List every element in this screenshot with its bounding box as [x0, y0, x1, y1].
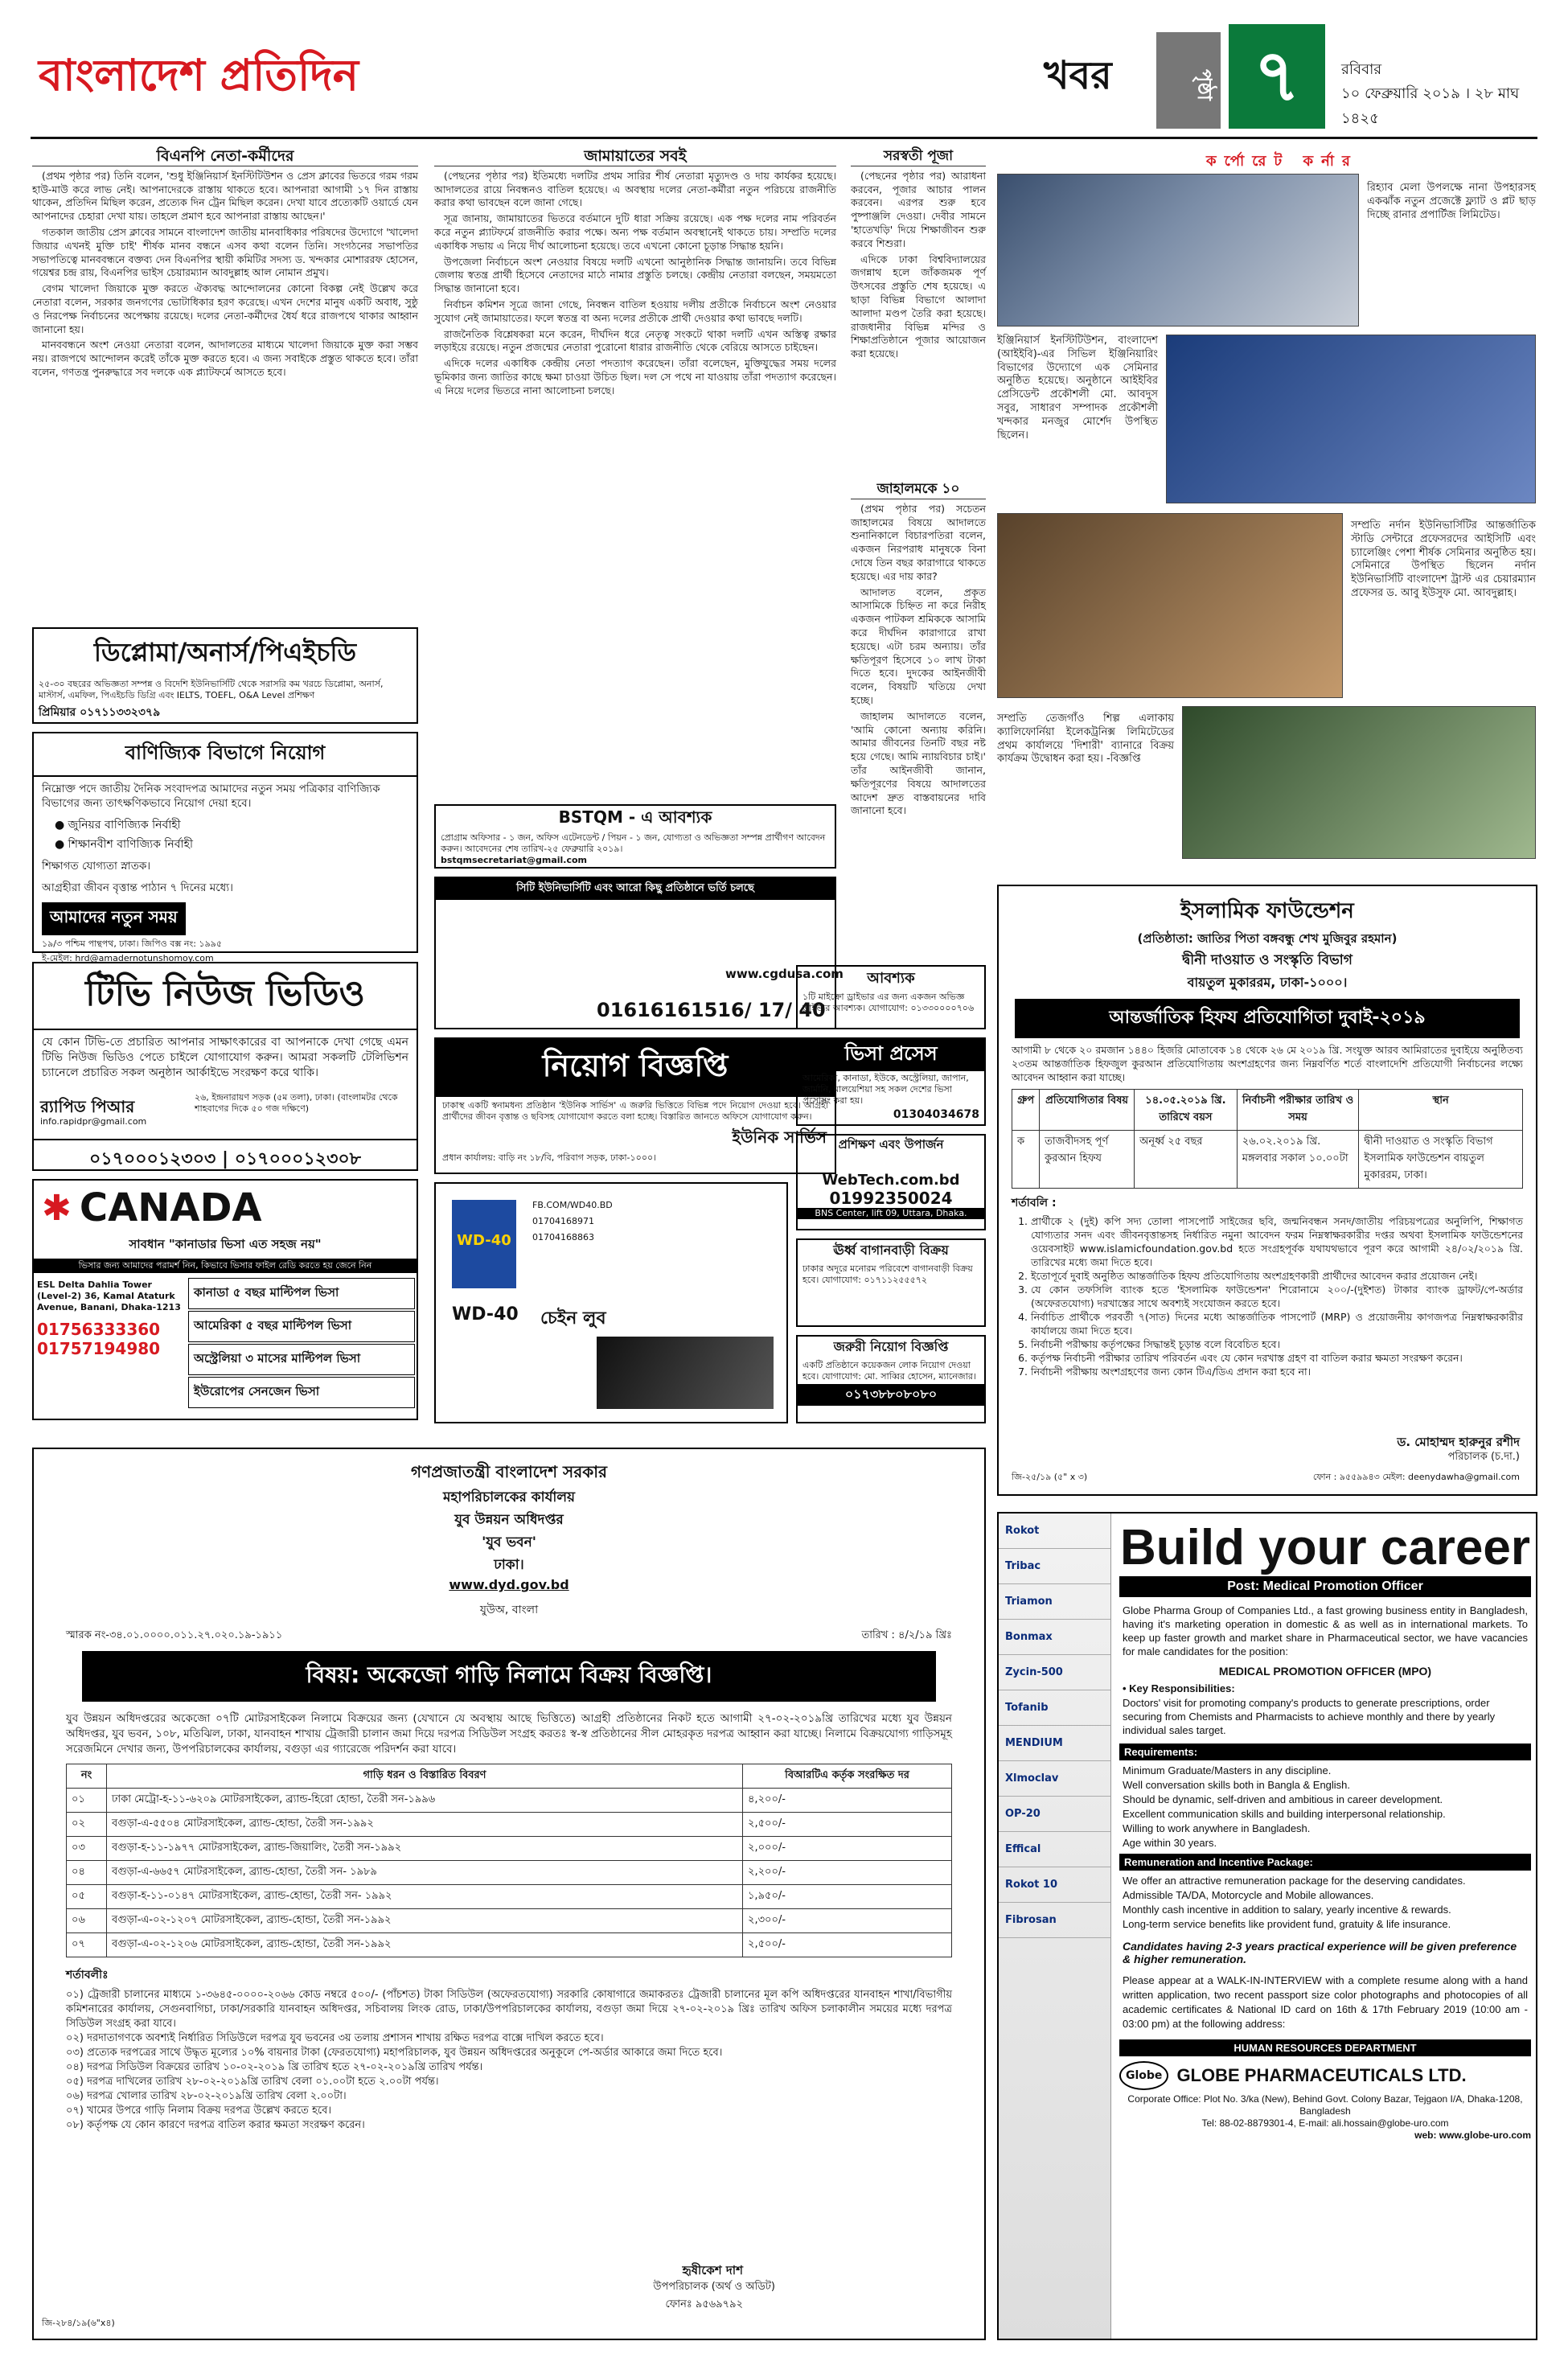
table-cell: দ্বীনী দাওয়াত ও সংস্কৃতি বিভাগ ইসলামিক ফাউন্ডেশন বায়তুল মুকাররম, ঢাকা।	[1359, 1131, 1523, 1189]
address-line: বায়তুল মুকাররম, ঢাকা-১০০০।	[1187, 975, 1348, 990]
article-para: (প্রথম পৃষ্ঠার পর) তিনি বলেন, 'শুধু ইঞ্জিনিয়ার্স ইনস্টিটিউশন ও প্রেস ক্লাবের ভিতরে গরম গরম হাউ-মাউ করে লাভ নেই। আপনাদেরকে রাস্তায় থাকতে হবে। আপনারা আগামী ১৭ দিন রাস্তায় থাকেন, প্রতিদিন মিছিল করেন, প্রত্যেক দিন ট্রেন মিছিল করেন। দেখা যাবে প্রত্যেকটি ওয়ার্ডে যেন আপনাদের চেহারা দেখা যায়। তাহলে প্রমাণ হবে আপনারা রাস্তায় আছেন।'	[32, 169, 418, 223]
table-row	[67, 1861, 952, 1885]
table-cell: তাজবীদসহ পূর্ণ কুরআন হিফয	[1040, 1131, 1135, 1189]
rem-item: Long-term service benefits like provident fund, gratuity & life insurance.	[1123, 1918, 1451, 1930]
caption: রিহ্যাব মেলা উপলক্ষে নানা উপহারসহ একঝাঁক নতুন প্রজেক্টে ফ্ল্যাট ও প্লট ছাড় দিচ্ছে রানার প্রপার্টিজ লিমিটেড।	[1367, 182, 1536, 221]
table-cell: বগুড়া-হ-১১-০১৪৭ মোটরসাইকেল, ব্র্যান্ড-হোন্ডা, তৈরী সন- ১৯৯২	[107, 1885, 743, 1909]
dept-line: দ্বীনী দাওয়াত ও সংস্কৃতি বিভাগ	[1182, 952, 1353, 968]
term-item: ০৮) কর্তৃপক্ষ যে কোন কারণে দরপত্র বাতিল করার ক্ষমতা সংরক্ষণ করেন।	[66, 2119, 365, 2131]
ad-office: BNS Center, lift 09, Uttara, Dhaka.	[798, 1208, 984, 1219]
terms-list	[999, 1214, 1536, 1378]
post-label: জুনিয়র বাণিজ্যিক নির্বাহী	[68, 819, 181, 832]
table-cell: ২,৩০০/-	[743, 1909, 952, 1933]
ad-globe-pharma	[997, 1512, 1537, 2340]
org-address: প্রধান কার্যালয়: বাড়ি নং ১৮/বি, পরিবাগ সড়ক, ঢাকা-১০০০।	[442, 1152, 657, 1163]
table-cell: বগুড়া-হ-১১-১৯৭৭ মোটরসাইকেল, ব্র্যান্ড-জিয়ালিং, তৈরী সন-১৯৯২	[107, 1837, 743, 1861]
phone: 01757194980	[37, 1339, 161, 1358]
ad-webtech	[796, 1134, 986, 1230]
product-strip	[999, 1514, 1111, 2339]
org-email: ই-মেইল: hrd@amadernotunshomoy.com	[42, 953, 214, 963]
ad-visa	[796, 1037, 986, 1126]
product-pack: OP-20	[999, 1797, 1110, 1832]
article-para: গতকাল জাতীয় প্রেস ক্লাবের সামনে বাংলাদেশ জাতীয় মানবাধিকার পরিষদের উদ্যোগে 'খালেদা জিয়ার এখনই মুক্তি চাই' শীর্ষক মানব বন্ধনে এসব কথা বলেন তিনি। সংগঠনের সভাপতির সভাপতিত্বে মানববন্ধনে বক্তব্য দেন বিএনপির স্থায়ী কমিটির সদস্য ড. খন্দকার মোশাররফ হোসেন, গয়েশ্বর চন্দ্র রায়, বিএনপির ভাইস চেয়ারম্যান আবদুল্লাহ আল নোমান প্রমুখ।	[32, 225, 418, 279]
terms-label: শর্তাবলীঃ	[66, 1969, 109, 1982]
ad-bstqm	[434, 804, 836, 869]
ad-phone: 01616161516/ 17/ 40	[597, 999, 826, 1021]
signer-name: হৃষীকেশ দাশ	[682, 2263, 743, 2277]
term-item: 6. কর্তৃপক্ষ নির্বাচনী পরীক্ষার তারিখ পরিবর্তন এবং যে কোন দরখাস্ত গ্রহণ বা বাতিল করার ক্ষমতা সংরক্ষণ করেন।	[1031, 1351, 1523, 1365]
resp-body: Doctors' visit for promoting company's products to generate prescriptions, order securing from Chemists and Pharmacists to achieve monthly and there by yearly individual sales target.	[1123, 1697, 1496, 1736]
req-item: Excellent communication skills and building interpersonal relationship.	[1123, 1808, 1446, 1820]
product-pack: Effical	[999, 1832, 1110, 1867]
ad-sub: চেইন লুব	[540, 1308, 606, 1329]
company-name: র‍্যাপিড পিআর	[40, 1097, 135, 1116]
corporate-corner	[997, 150, 1537, 873]
ad-body: ঢাকাস্থ একটি স্বনামধন্য প্রতিষ্ঠান 'ইউনিক সার্ভিস' এ জরুরি ভিত্তিতে বিভিন্ন পদে নিয়োগ দেওয়া হবে। আগ্রহী প্রার্থীদের জীবন বৃত্তান্ত ও ছবিসহ যোগাযোগ করতে বলা হচ্ছে। বিস্তারিত জানতে অফিসে যোগাযোগ করুন।	[442, 1100, 828, 1122]
contact-line: Tel: 88-02-8879301-4, E-mail: ali.hossain@globe-uro.com	[1201, 2117, 1449, 2129]
rem-item: Admissible TA/DA, Motorcycle and Mobile allowances.	[1123, 1889, 1374, 1901]
article-headline: বিএনপি নেতা-কর্মীদের	[32, 150, 418, 166]
contact: 01704168971	[532, 1216, 594, 1226]
hr-label: HUMAN RESOURCES DEPARTMENT	[1119, 2039, 1531, 2056]
req-item: Willing to work anywhere in Bangladesh.	[1123, 1822, 1311, 1834]
memo-date: তারিখ : ৪/২/১৯ খ্রিঃ	[861, 1629, 952, 1641]
table-row	[67, 1909, 952, 1933]
tag-line: যুউঅ, বাংলা	[479, 1604, 539, 1616]
visa-row: অস্ট্রেলিয়া ৩ মাসের মাল্টিপল ভিসা	[188, 1344, 415, 1375]
ad-phone: ০১৭৩৮৮০৮০৮০	[798, 1384, 984, 1406]
ad-phone: প্রিমিয়ার ০১৭১১৩৩২৩৭৯	[39, 706, 161, 719]
req-item: Age within 30 years.	[1123, 1837, 1217, 1849]
table-cell: ০২	[67, 1813, 107, 1837]
rem-label: Remuneration and Incentive Package:	[1119, 1854, 1531, 1871]
notice-intro: যুব উন্নয়ন অধিদপ্তরের অকেজো ০৭টি মোটরসাইকেল নিলামে বিক্রয়ের জন্য (যেখানে যে অবস্থায় আছে ভিত্তিতে) আগ্রহী প্রতিষ্ঠানের নিকট হতে আগামী ২৭-০২-২০১৯খ্রি তারিখের মধ্যে যুব উন্নয়ন অধিদপ্তর, যুব ভবন, ১০৮, মতিঝিল, ঢাকা, যানবাহন শাখায় ট্রেজারী চালান জমা দিয়ে দরপত্র সিডিউল সংগ্রহ করতঃ স্ব-স্ব প্রতিষ্ঠানের সীল মোহরকৃত দরপত্র আহ্বান করা যাচ্ছে। নিলামে বিক্রয়যোগ্য গাড়িসমূহ সরেজমিনে দেখার জন্য, উপপরিচালকের কার্যালয়, বগুড়া এর গ্যারেজে পরিদর্শন করা যাবে।	[66, 1712, 952, 1756]
phone: 01756333360	[37, 1320, 161, 1339]
term-item: 2. ইতোপূর্বে দুবাই অনুষ্ঠিত আন্তর্জাতিক হিফয প্রতিযোগিতায় অংশগ্রহণকারী প্রার্থীদের আবেদন করার প্রয়োজন নেই।	[1031, 1269, 1523, 1283]
qualification: শিক্ষাগত যোগ্যতা স্নাতক।	[42, 860, 151, 873]
req-item: Should be dynamic, self-driven and ambitious in career development.	[1123, 1793, 1443, 1805]
signer-title: পরিচালক (চ.দা.)	[1447, 1451, 1520, 1463]
paper-name: বাংলাদেশ প্রতিদিন	[39, 49, 359, 101]
masthead	[31, 24, 1537, 145]
rem-list	[1119, 1871, 1531, 1935]
term-item: ০৩) প্রত্যেক দরপত্রের সাথে উদ্ধৃত মূল্যের ১০% বায়নার টাকা (ফেরতযোগ্য) মহাপরিচালক, যুব উন্নয়ন অধিদপ্তরের অনুকূলে পে-অর্ডার আকারে জমা দিতে হবে।	[66, 2047, 723, 2059]
table-cell: ০৩	[67, 1837, 107, 1861]
org-name: ইউনিক সার্ভিস	[732, 1127, 827, 1147]
term-item: ০৫) দরপত্র দাখিলের তারিখ ২৮-০২-২০১৯খ্রি তারিখ বেলা ০১.০০টা হতে ২.০০টা পর্যন্ত।	[66, 2076, 439, 2088]
caption: সম্প্রতি নর্দান ইউনিভার্সিটির আন্তর্জাতিক স্টাডি সেন্টারে প্রফেসরদের আইসিটি এবং চ্যালেঞ্জিং পেশা শীর্ষক সেমিনার অনুষ্ঠিত হয়। সেমিনারে উপস্থিত ছিলেন নর্দান ইউনিভার্সিটি বাংলাদেশ ট্রাস্ট এর চেয়ারম্যান প্রফেসর ড. আবু ইউসুফ মো. আবদুল্লাহ।	[1351, 520, 1536, 599]
term-item: 5. নির্বাচনী পরীক্ষায় কর্তৃপক্ষের সিদ্ধান্তই চূড়ান্ত বলে বিবেচিত হবে।	[1031, 1337, 1523, 1351]
table-header: স্থান	[1359, 1090, 1523, 1131]
ad-title: CANADA	[79, 1185, 262, 1230]
table-cell: ০৬	[67, 1909, 107, 1933]
term-item: ০৭) খামের উপরে গাড়ি নিলাম বিক্রয় দরপত্র উল্লেখ করতে হবে।	[66, 2105, 331, 2117]
photo-rancon	[997, 174, 1359, 327]
signer-name: ড. মোহাম্মদ হারুনুর রশীদ	[1397, 1435, 1520, 1449]
memo-number: স্মারক নং-৩৪.০১.০০০০.০১১.২৭.০২০.১৯-১৯১১	[66, 1629, 283, 1641]
photo-ieb-seminar	[1166, 335, 1536, 503]
table-cell: ঢাকা মেট্রো-হ-১১-৬২০৯ মোটরসাইকেল, ব্র্যান্ড-হিরো হোন্ডা, তৈরী সন-১৯৯৬	[107, 1789, 743, 1813]
table-header: নং	[67, 1764, 107, 1789]
ad-web: www.cgdusa.com	[725, 967, 844, 981]
contact-line: ফোন : ৯৫৫৯৯৪৩ মেইল: deenydawha@gmail.com	[1312, 1472, 1520, 1482]
wd40-can-image: WD-40	[452, 1200, 516, 1288]
rem-item: Monthly cash incentive in addition to salary, yearly incentive & rewards.	[1123, 1904, 1451, 1916]
term-item: ০১) ট্রেজারী চালানের মাধ্যমে ১-৩৬৪৫-০০০০-২০৬৬ কোড নম্বরে ৫০০/- (পাঁচশত) টাকা সিডিউল (অফেরতযোগ্য) সরকারি কোষাগারে জমাকরতঃ ট্রেজারী চালানের মূল কপি অধিদপ্তরের যানবাহন শাখা/বিভাগীয় কমিশনারের কার্যালয়, সেগুনবাগিচা, ঢাকা/সরকারি যানবাহন অধিদপ্তর, সচিবালয় লিংক রোড, ঢাকা/উপপরিচালকের কার্যালয়, বগুড়া জমা দিয়ে ২৭-০২-২০১৯ খ্রিঃ তারিখ অফিস চলাকালীন সময়ের মধ্যে দরপত্র সিডিউল সংগ্রহ করা যাবে।	[66, 1989, 952, 2030]
term-item: 3. যে কোন তফসিলি ব্যাংক হতে 'ইসলামিক ফাউন্ডেশন' শিরোনামে ২০০/-(দুইশত) টাকার ব্যাংক ড্রাফট/পে-অর্ডার (অফেরতযোগ্য) দরখাস্তের সাথে অবশ্যই সংযোজন করতে হবে।	[1031, 1283, 1523, 1310]
ad-headline: Build your career	[1120, 1520, 1530, 1575]
article-para: জাহালম আদালতে বলেন, 'আমি কোনো অন্যায় করিনি। আমার জীবনের তিনটি বছর নষ্ট হয়ে গেছে। আমি ন্যায়বিচার চাই।' তাঁর আইনজীবী জানান, ক্ষতিপূরণের বিষয়ে আদালতের আদেশ দ্রুত বাস্তবায়নের দাবি জানানো হবে।	[851, 709, 986, 817]
table-row	[1012, 1131, 1523, 1189]
ad-title: জরুরী নিয়োগ বিজ্ঞপ্তি	[833, 1339, 949, 1354]
signer-phone: ফোনঃ ৯৫৬৯৭৯২	[665, 2298, 743, 2310]
post-item: ● শিক্ষানবীশ বাণিজ্যিক নির্বাহী	[55, 838, 193, 851]
office-address: Corporate Office: Plot No. 3/ka (New), Behind Govt. Colony Bazar, Tejgaon I/A, Dhaka-1208, Bangladesh	[1127, 2093, 1523, 2117]
article-para: আদালত বলেন, প্রকৃত আসামিকে চিহ্নিত না করে নিরীহ একজন পাটকল শ্রমিককে আসামি করে দীর্ঘদিন কারাগারে রাখা হয়েছে। এটা চরম অন্যায়। তাঁর ক্ষতিপূরণ হিসেবে ১০ লাখ টাকা দিতে হবে। দুদকের আইনজীবী বলেন, বিষয়টি খতিয়ে দেখা হচ্ছে।	[851, 585, 986, 706]
table-cell: বগুড়া-এ-৫৫০৪ মোটরসাইকেল, ব্র্যান্ড-হোন্ডা, তৈরী সন-১৯৯২	[107, 1813, 743, 1837]
article-saraswati	[851, 150, 986, 471]
visa-row: আমেরিকা ৫ বছর মাল্টিপল ভিসা	[188, 1311, 415, 1342]
table-header: গাড়ি ধরন ও বিস্তারিত বিবরণ	[107, 1764, 743, 1789]
table-row	[67, 1813, 952, 1837]
page-word: পৃষ্ঠা	[1156, 32, 1221, 129]
req-label: Requirements:	[1119, 1744, 1531, 1760]
signer-title: উপপরিচালক (অর্থ ও অডিট)	[653, 2281, 775, 2293]
article-headline: জাহালমকে ১০	[851, 483, 986, 499]
post-item: ● জুনিয়র বাণিজ্যিক নির্বাহী	[55, 819, 181, 832]
ad-body: ১টি মাইক্রো ড্রাইভার এর জন্য একজন অভিজ্ঞ ড্রাইভার আবশ্যক। যোগাযোগ: ০১৩৩০০০০৭০৬	[802, 992, 975, 1013]
product-pack: Rokot 10	[999, 1867, 1110, 1903]
city-line: ঢাকা।	[494, 1557, 524, 1573]
product-pack: Fibrosan	[999, 1903, 1110, 1938]
ad-body: ঢাকার অদূরে মনোরম পরিবেশে বাগানবাড়ী বিক্রয় হবে। যোগাযোগ: ০১৭১১২৫৫৫৭২	[802, 1263, 973, 1285]
ad-title: নিয়োগ বিজ্ঞপ্তি	[436, 1039, 835, 1097]
product-pack: Bonmax	[999, 1620, 1110, 1655]
ad-awashyak	[796, 965, 986, 1029]
maple-leaf-icon: ✱	[42, 1187, 72, 1229]
day: রবিবার	[1341, 61, 1382, 78]
terms-label: শর্তাবলি :	[1012, 1197, 1057, 1210]
table-cell: ২৬.০২.২০১৯ খ্রি. মঙ্গলবার সকাল ১০.০০টা	[1237, 1131, 1359, 1189]
product-pack: Triamon	[999, 1584, 1110, 1620]
org-name: ইসলামিক ফাউন্ডেশন	[1180, 899, 1354, 923]
article-para: এদিকে ঢাকা বিশ্ববিদ্যালয়ের জগন্নাথ হলে জাঁকজমক পূর্ণ উৎসবের প্রস্তুতি শেষ হয়েছে। এ ছাড়া বিভিন্ন বিভাগে আলাদা আলাদা মণ্ডপ তৈরি করা হয়েছে। রাজধানীর বিভিন্ন মন্দির ও শিক্ষাপ্রতিষ্ঠানে পূজার আয়োজন করা হয়েছে।	[851, 253, 986, 360]
article-para: রাজনৈতিক বিশ্লেষকরা মনে করেন, দীর্ঘদিন ধরে নেতৃত্ব সংকটে থাকা দলটি এখন অস্তিত্ব রক্ষার লড়াইয়ে রয়েছে। নতুন প্রজন্মের নেতারা পুরোনো ধারার রাজনীতি থেকে বেরিয়ে আসতে চাইছেন।	[434, 327, 836, 354]
article-para: বেগম খালেদা জিয়াকে মুক্ত করতে ঐক্যবদ্ধ আন্দোলনের কোনো বিকল্প নেই উল্লেখ করে নেতারা বলেন, সরকার জনগণের ভোটাধিকার হরণ করেছে। এখন দেশের মানুষ একটি অবাধ, সুষ্ঠু ও নিরপেক্ষ নির্বাচনের অপেক্ষায় রয়েছে। দলের নেতা-কর্মীদের ধৈর্য ধরে রাজপথে থাকার আহ্বান জানানো হয়।	[32, 282, 418, 335]
ad-commercial-job	[32, 732, 418, 963]
ad-canada	[32, 1179, 418, 1420]
photo-northern-university	[997, 513, 1343, 698]
date: ১০ ফেব্রুয়ারি ২০১৯ । ২৮ মাঘ ১৪২৫	[1341, 85, 1520, 127]
ad-phone: 01304034678	[893, 1108, 979, 1121]
table-cell: ক	[1012, 1131, 1040, 1189]
org-logo: আমাদের নতুন সময়	[42, 902, 186, 935]
article-para: (পেছনের পৃষ্ঠার পর) আরাধনা করবেন, পূজার আচার পালন করবেন। এরপর শুরু হবে পুষ্পাঞ্জলি দেওয়া। দেবীর সামনে 'হাতেখড়ি' দিয়ে শিক্ষাজীবন শুরু করবে শিশুরা।	[851, 169, 986, 249]
term-item: ০৬) দরপত্র খোলার তারিখ ২৮-০২-২০১৯খ্রি তারিখ বেলা ২.০০টা।	[66, 2090, 347, 2102]
table-header: প্রতিযোগিতার বিষয়	[1040, 1090, 1135, 1131]
ad-post: Post: Medical Promotion Officer	[1119, 1576, 1531, 1597]
corporate-heading: কর্পোরেট কর্নার	[1206, 153, 1358, 170]
table-cell: ০৫	[67, 1885, 107, 1909]
article-headline: জামায়াতের সবই	[434, 150, 836, 166]
ad-title: WD-40	[452, 1304, 519, 1325]
table-cell: বগুড়া-এ-০২-১২০৭ মোটরসাইকেল, ব্র্যান্ড-হোন্ডা, তৈরী সন-১৯৯২	[107, 1909, 743, 1933]
table-cell: ২,০০০/-	[743, 1837, 952, 1861]
apply-info: আগ্রহীরা জীবন বৃত্তান্ত পাঠান ৭ দিনের মধ্যে।	[42, 881, 233, 894]
table-header: ১৪.০৫.২০১৯ খ্রি. তারিখে বয়স	[1135, 1090, 1238, 1131]
post-label: শিক্ষানবীশ বাণিজ্যিক নির্বাহী	[68, 838, 193, 851]
ad-body: প্রোগ্রাম অফিসার - ১ জন, অফিস এটেনডেন্ট / পিয়ন - ১ জন, যোগ্যতা ও অভিজ্ঞতা সম্পন্ন প্রার্থীগণ আবেদন করুন। আবেদনের শেষ তারিখ-২৫ ফেব্রুয়ারি ২০১৯।	[441, 832, 826, 854]
table-row	[67, 1885, 952, 1909]
org-address: ১৯/৩ পশ্চিম পান্থপথ, ঢাকা। জিপিও বক্স নং: ১৯৯৫	[42, 939, 222, 949]
table-row	[67, 1789, 952, 1813]
ad-body: যে কোন টিভি-তে প্রচারিত আপনার সাক্ষাৎকারের বা আপনাকে দেখা গেছে এমন টিভি নিউজ ভিডিও পেতে চাইলে যোগাযোগ করুন। আমরা সকলটি টেলিভিশন চ্যানেলে প্রচারিত সকল অনুষ্ঠান আর্কাইভে সংরক্ষণ করে থাকি।	[42, 1036, 408, 1079]
ad-body: একটি প্রতিষ্ঠানে কয়েকজন লোক নিয়োগ দেওয়া হবে। যোগাযোগ: মো. সাব্বির হোসেন, ম্যানেজার।	[802, 1360, 976, 1382]
company-phone: ০১৭০০০১২৩০৩ | ০১৭০০০১২৩০৮	[34, 1139, 417, 1175]
term-item: 4. নির্বাচিত প্রার্থীকে পরবর্তী ৭(সাত) দিনের মধ্যে আন্তর্জাতিক পাসপোর্ট (MRP) ও প্রয়োজনীয় কাগজপত্র নিম্নস্বাক্ষরকারীর কার্যালয়ে জমা দিতে হবে।	[1031, 1310, 1523, 1337]
product-pack: Tofanib	[999, 1690, 1110, 1726]
ad-wd40	[434, 1182, 788, 1423]
req-item: Minimum Graduate/Masters in any discipline.	[1123, 1764, 1332, 1776]
website[interactable]: web: www.globe-uro.com	[1414, 2130, 1531, 2141]
visa-row: ইউরোপের সেনজেন ভিসা	[188, 1377, 415, 1408]
notice-title: বিষয়: অকেজো গাড়ি নিলামে বিক্রয় বিজ্ঞপ্তি।	[82, 1651, 936, 1702]
ad-title: আবশ্যক	[867, 970, 915, 987]
term-item: 7. নির্বাচনী পরীক্ষায় অংশগ্রহণের জন্য কোন টিএ/ডিএ প্রদান করা হবে না।	[1031, 1365, 1523, 1378]
notice-youth-development	[32, 1448, 986, 2340]
ad-niyog	[434, 1037, 836, 1174]
contact: 01704168863	[532, 1232, 594, 1242]
table-cell: বগুড়া-এ-৬৬৫৭ মোটরসাইকেল, ব্র্যান্ড-হোন্ডা, তৈরী সন- ১৯৮৯	[107, 1861, 743, 1885]
caption: ইঞ্জিনিয়ার্স ইনস্টিটিউশন, বাংলাদেশ (আইইবি)-এর সিভিল ইঞ্জিনিয়ারিং বিভাগের উদ্যোগে এক সেমিনার অনুষ্ঠিত হয়েছে। অনুষ্ঠানে আইইবির প্রেসিডেন্ট প্রকৌশলী মো. আবদুস সবুর, সাধারণ সম্পাদক প্রকৌশলী খন্দকার মনজুর মোর্শেদ উপস্থিত ছিলেন।	[997, 335, 1158, 442]
ad-intro: Globe Pharma Group of Companies Ltd., a fast growing business entity in Bangladesh, having it's marketing operation in domestic & as well as in international markets. To keep up faster growth and market share in Pharmaceutical sector, we have vacancies for male candidates for the position:	[1123, 1604, 1528, 1657]
term-item: 1. প্রার্থীকে ২ (দুই) কপি সদ্য তোলা পাসপোর্ট সাইজের ছবি, জন্মনিবন্ধন সনদ/জাতীয় পরিচয়পত্রের অনুলিপি, শিক্ষাগত যোগ্যতার সনদ এবং জীবনবৃত্তান্তসহ নির্ধারিত নমুনা আবেদন ফরম নিম্নস্বাক্ষরকারীর দপ্তর অথবা ইসলামিক ফাউন্ডেশনের ওয়েবসাইট www.islamicfoundation.gov.bd হতে সংগ্রহপূর্বক যথাযথভাবে পূরণ করে আগামী ২৪/০২/২০১৯ খ্রি. তারিখের মধ্যে জমা দিতে হবে।	[1031, 1214, 1523, 1269]
notice-title: আন্তর্জাতিক হিফয প্রতিযোগিতা দুবাই-২০১৯	[1015, 999, 1520, 1038]
table-cell: ২,২০০/-	[743, 1861, 952, 1885]
table-header: নির্বাচনী পরীক্ষার তারিখ ও সময়	[1237, 1090, 1359, 1131]
product-pack: MENDIUM	[999, 1726, 1110, 1761]
ad-phone: 01992350024	[829, 1189, 953, 1208]
preference: Candidates having 2-3 years practical experience will be given preference & higher remuneration.	[1123, 1940, 1517, 1965]
article-para: নির্বাচন কমিশন সূত্রে জানা গেছে, নিবন্ধন বাতিল হওয়ায় দলীয় প্রতীকে নির্বাচনে অংশ নেওয়ার সুযোগ নেই জামায়াতের। ফলে স্বতন্ত্র বা অন্য দলের প্রতীকে প্রার্থী দেওয়ার কথা ভাবছে দলটি।	[434, 298, 836, 324]
position: MEDICAL PROMOTION OFFICER (MPO)	[1218, 1665, 1432, 1678]
ad-tagline: সাবধান "কানাডার ভিসা এত সহজ নয়"	[129, 1237, 322, 1251]
caption: সম্প্রতি তেজগাঁও শিল্প এলাকায় ক্যালিফোর্নিয়া ইলেকট্রনিক্স লিমিটেডের প্রথম কার্যালয়ে 'দিশারী' ব্যানারে বিক্রয় কার্যক্রম উদ্বোধন করা হয়। -বিজ্ঞপ্তি	[997, 713, 1174, 766]
photo-california-electronics	[1182, 706, 1536, 859]
notice-islamic-foundation	[997, 885, 1537, 1496]
resp-label-text: Key Responsibilities:	[1129, 1682, 1235, 1694]
visa-row: কানাডা ৫ বছর মাল্টিপল ভিসা	[188, 1278, 415, 1309]
dept-line: যুব উন্নয়ন অধিদপ্তর	[454, 1512, 564, 1528]
table-cell: ০৪	[67, 1861, 107, 1885]
article-para: (প্রথম পৃষ্ঠার পর) সচেতন জাহালমের বিষয়ে আদালতে শুনানিকালে বিচারপতিরা বলেন, একজন নিরপরাধ মানুষকে বিনা দোষে তিন বছর কারাগারে থাকতে হয়েছে। এর দায় কার?	[851, 502, 986, 582]
table-cell: ০১	[67, 1789, 107, 1813]
building-line: 'যুব ভবন'	[482, 1534, 536, 1550]
ad-title: সিটি ইউনিভার্সিটি এবং আরো কিছু প্রতিষ্ঠানে ভর্তি চলছে	[436, 878, 835, 900]
ad-title: BSTQM - এ আবশ্যক	[558, 807, 712, 827]
table-header: গ্রুপ	[1012, 1090, 1040, 1131]
ad-diploma	[32, 627, 418, 724]
term-item: ০২) দরদাতাগণকে অবশ্যই নির্ধারিত সিডিউলে দরপত্র যুব ভবনের ৩য় তলায় প্রশাসন শাখায় রক্ষিত দরপত্র বাক্সে দাখিল করতে হবে।	[66, 2032, 604, 2044]
product-pack: Tribac	[999, 1549, 1110, 1584]
ad-tv-news	[32, 962, 418, 1171]
table-cell: অনূর্ধ্ব ২৫ বছর	[1135, 1131, 1238, 1189]
ref-code: জি-২৫/১৯ (৫" x ৩)	[1012, 1472, 1088, 1482]
globe-logo-icon: Globe	[1119, 2061, 1168, 2090]
resp-label: • Key Responsibilities:	[1123, 1682, 1235, 1694]
article-para: এদিকে দলের একাধিক কেন্দ্রীয় নেতা পদত্যাগ করেছেন। তাঁরা বলেছেন, মুক্তিযুদ্ধের সময় দলের ভূমিকার জন্য জাতির কাছে ক্ষমা চাওয়া উচিত ছিল। দল সে পথে না যাওয়ায় তাঁরা পদত্যাগ করেছেন। এ নিয়ে দলের ভিতরে নানা আলোচনা চলছে।	[434, 357, 836, 396]
page-number: ৭	[1229, 24, 1325, 129]
ad-title: বাণিজ্যিক বিভাগে নিয়োগ	[34, 733, 417, 777]
founder-line: (প্রতিষ্ঠাতা: জাতির পিতা বঙ্গবন্ধু শেখ মুজিবুর রহমান)	[1137, 931, 1398, 946]
ad-email: bstqmsecretariat@gmail.com	[441, 855, 588, 865]
table-cell: ১,৯৫০/-	[743, 1885, 952, 1909]
table-row	[67, 1837, 952, 1861]
table-row	[67, 1933, 952, 1957]
terms-list	[34, 1988, 984, 2133]
notice-intro: আগামী ৮ থেকে ২০ রমজান ১৪৪০ হিজরি মোতাবেক ১৪ থেকে ২৬ মে ২০১৯ খ্রি. সংযুক্ত আরব আমিরাতের দুবাইয়ে অনুষ্ঠিতব্য ২৩তম আন্তর্জাতিক হিফজুল কুরআন প্রতিযোগিতায় অংশগ্রহণের জন্য নিম্নবর্ণিত শর্তে বাংলাদেশি প্রতিযোগী নির্বাচনের লক্ষ্যে আবেদন আহ্বান করা যাচ্ছে।	[1012, 1044, 1523, 1083]
article-headline: সরস্বতী পূজা	[851, 150, 986, 166]
article-para: উপজেলা নির্বাচনে অংশ নেওয়ার বিষয়ে দলটি এখনো আনুষ্ঠানিক সিদ্ধান্ত জানায়নি। তবে বিভিন্ন জেলায় স্বতন্ত্র প্রার্থী হিসেবে নেতাদের মাঠে নামার প্রস্তুতি চলছে। কেন্দ্রীয় নেতারা বলছেন, সময়মতো সিদ্ধান্ত জানানো হবে।	[434, 255, 836, 295]
ad-title: ডিপ্লোমা/অনার্স/পিএইচডি	[93, 637, 357, 667]
ad-title: প্রশিক্ষণ এবং উপার্জন	[838, 1137, 944, 1152]
req-list	[1119, 1760, 1531, 1854]
product-pack: Zycin-500	[999, 1655, 1110, 1690]
product-pack: Rokot	[999, 1514, 1110, 1549]
section-label: খবর	[1044, 53, 1112, 98]
article-para: সূত্র জানায়, জামায়াতের ভিতরে বর্তমানে দুটি ধারা সক্রিয় রয়েছে। এক পক্ষ দলের নাম পরিবর্তন করে নতুন প্ল্যাটফর্মে রাজনীতি করার পক্ষে। অন্য পক্ষ বর্তমান অবস্থানেই থাকতে চায়। সম্প্রতি দলের একাধিক সভায় এ নিয়ে দীর্ঘ আলোচনা হয়েছে। তবে এখনো কোনো চূড়ান্ত সিদ্ধান্ত হয়নি।	[434, 212, 836, 252]
table-cell: ২,৫০০/-	[743, 1813, 952, 1837]
term-item: ০৪) দরপত্র সিডিউল বিক্রয়ের তারিখ ১০-০২-২০১৯ খ্রি তারিখ হতে ২৭-০২-২০১৯খ্রি তারিখ পর্যন্ত।	[66, 2061, 483, 2073]
ad-title: ভিসা প্রসেস	[798, 1039, 984, 1071]
req-item: Well conversation skills both in Bangla & English.	[1123, 1779, 1351, 1791]
table-cell: ৪,২০০/-	[743, 1789, 952, 1813]
ad-sub: ভিসার জন্য আমাদের পরামর্শ নিন, কিভাবে ভিসার ফাইল রেডি করতে হয় জেনে নিন	[34, 1259, 417, 1273]
ad-intro: নিম্নোক্ত পদে জাতীয় দৈনিক সংবাদপত্র আমাদের নতুন সময় পত্রিকার বাণিজ্যিক বিভাগের জন্য তাৎক্ষণিকভাবে নিয়োগ দেয়া হবে।	[42, 782, 380, 810]
contact: FB.COM/WD40.BD	[532, 1200, 613, 1210]
table-cell: ০৭	[67, 1933, 107, 1957]
ad-title: টিভি নিউজ ভিডিও	[34, 963, 417, 1030]
article-para: (পেছনের পৃষ্ঠার পর) ইতিমধ্যে দলটির প্রথম সারির শীর্ষ নেতারা মৃত্যুদণ্ড ও দায় কার্যকর হয়েছে। আদালতের রায়ে নিবন্ধনও বাতিল হয়েছে। এ অবস্থায় দলের নেতা-কর্মীরা নতুন পরিচয়ে রাজনীতি করার কথা ভাবছেন বলে জানা গেছে।	[434, 169, 836, 209]
ad-body: ২৫-৩০ বছরের অভিজ্ঞতা সম্পন্ন ও বিদেশি ইউনিভার্সিটি থেকে সরাসরি কম খরচে ডিপ্লোমা, অনার্স, মাস্টার্স, এমফিল, পিএইচডি ডিগ্রি এবং IELTS, TOEFL, O&A Level প্রশিক্ষণ	[39, 679, 384, 700]
walkin: Please appear at a WALK-IN-INTERVIEW with a complete resume along with a hand written application, two recent passport size color photographs and photocopies of all academic certificates & National ID card on 16th & 17th February 2019 (10:00 am - 03:00 pm) at the following address:	[1123, 1974, 1528, 2030]
masthead-rule	[31, 137, 1537, 139]
product-pack: Xlmoclav	[999, 1761, 1110, 1797]
company-name: GLOBE PHARMACEUTICALS LTD.	[1176, 2065, 1467, 2085]
article-jahalam	[851, 483, 986, 885]
article-para: মানববন্ধনে অংশ নেওয়া নেতারা বলেন, আদালতের মাধ্যমে খালেদা জিয়াকে মুক্ত করা সম্ভব নয়। রাজপথে আন্দোলন করেই তাঁকে মুক্ত করতে হবে। এ জন্য সবাইকে প্রস্তুত থাকতে হবে। তাঁরা বলেন, গণতন্ত্র পুনরুদ্ধারে সব দলকে এক প্ল্যাটফর্মে আসতে হবে।	[32, 339, 418, 378]
table-cell: বগুড়া-এ-০২-১২০৬ মোটরসাইকেল, ব্র্যান্ড-হোন্ডা, তৈরী সন-১৯৯২	[107, 1933, 743, 1957]
gov-line: গণপ্রজাতন্ত্রী বাংলাদেশ সরকার	[411, 1462, 607, 1481]
website[interactable]: www.dyd.gov.bd	[449, 1577, 569, 1592]
table-header: বিআরটিএ কর্তৃক সংরক্ষিত দর	[743, 1764, 952, 1789]
ad-jaruri	[796, 1335, 986, 1423]
vehicle-table	[66, 1764, 952, 1957]
ad-body: আমেরিকা, কানাডা, ইউকে, অস্ট্রেলিয়া, জাপান, জার্মানি, মালয়েশিয়া সহ সকল দেশের ভিসা প্রসেসিং করা হয়।	[802, 1073, 969, 1106]
ad-bagan	[796, 1238, 986, 1327]
schedule-table	[1012, 1089, 1523, 1189]
motorbike-image	[597, 1337, 774, 1409]
rem-item: We offer an attractive remuneration package for the deserving candidates.	[1123, 1875, 1466, 1887]
ad-cgd	[434, 877, 844, 1029]
ad-web: WebTech.com.bd	[822, 1172, 960, 1189]
office-line: মহাপরিচালকের কার্যালয়	[442, 1489, 576, 1505]
company-email: info.rapidpr@gmail.com	[40, 1116, 147, 1127]
office-address: ESL Delta Dahlia Tower (Level-2) 36, Kamal Ataturk Avenue, Banani, Dhaka-1213	[37, 1279, 181, 1312]
company-address: ২৬, ইন্দ্রনারায়ণ সড়ক (৫ম তলা), ঢাকা। (বাংলামটর থেকে শাহবাগের দিকে ৫০ গজ দক্ষিণে)	[195, 1092, 398, 1114]
ref-code: জি-২৮৪/১৯(৬"x৪)	[42, 2318, 115, 2328]
ad-title: ঊর্ধ্ব বাগানবাড়ী বিক্রয়	[833, 1242, 949, 1258]
table-cell: ২,৫০০/-	[743, 1933, 952, 1957]
